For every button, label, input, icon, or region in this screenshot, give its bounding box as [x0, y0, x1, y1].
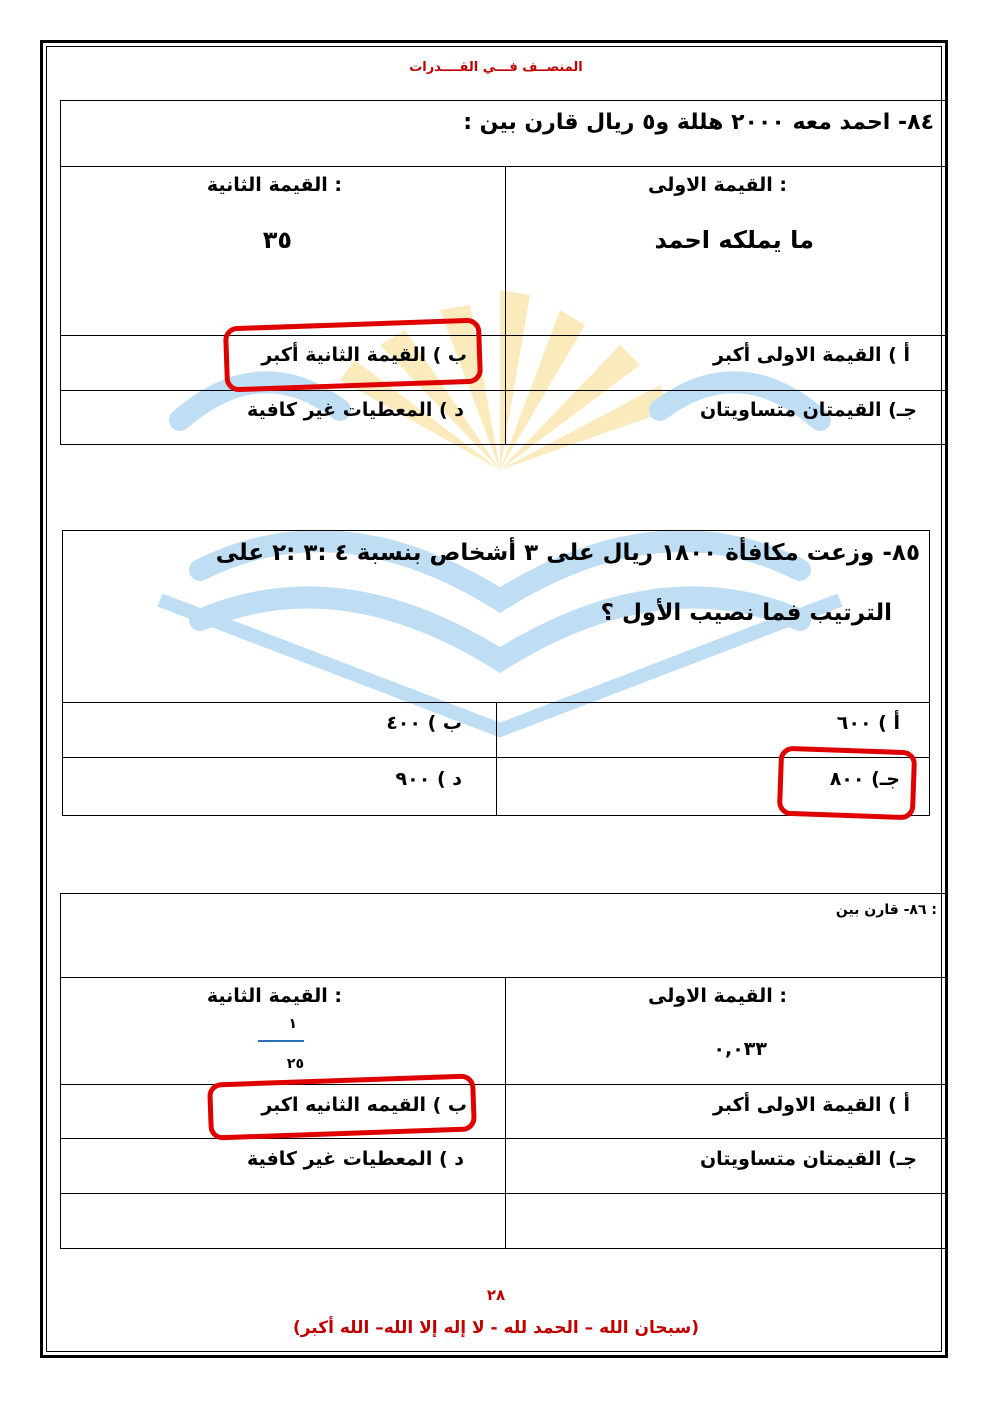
- q86-empty-cell-right: [505, 1193, 946, 1249]
- q84-second-value: ٣٥: [262, 226, 292, 254]
- q84-first-label: القيمة الاولى :: [648, 174, 787, 196]
- q85-question-line2: الترتيب فما نصيب الأول ؟: [600, 600, 892, 626]
- q86-answer-mark: [207, 1073, 477, 1140]
- q84-option-a[interactable]: أ ) القيمة الاولى أكبر: [713, 344, 910, 366]
- q86-question-text: ٨٦- قارن بين :: [835, 902, 937, 918]
- q86-option-a[interactable]: أ ) القيمة الاولى أكبر: [713, 1094, 910, 1116]
- q86-fraction-bar: [258, 1040, 304, 1042]
- q86-second-label: القيمة الثانية :: [206, 985, 342, 1007]
- q86-first-value: ٠,٠٣٣: [713, 1038, 767, 1060]
- q86-empty-cell-left: [60, 1193, 506, 1249]
- q84-option-b[interactable]: ب ) القيمة الثانية أكبر: [261, 344, 467, 366]
- q85-answer-mark: [777, 746, 917, 821]
- q84-second-label: القيمة الثانية :: [206, 174, 342, 196]
- q86-option-b[interactable]: ب ) القيمه الثانيه اكبر: [261, 1094, 467, 1116]
- q86-option-d[interactable]: د ) المعطيات غير كافية: [247, 1148, 464, 1170]
- q85-option-d[interactable]: د ) ٩٠٠: [395, 768, 462, 790]
- footer-dhikr: (سبحان الله – الحمد لله - لا إله إلا الله– الله أكبر): [292, 1318, 700, 1338]
- q84-first-value: ما يملكه احمد: [654, 226, 814, 254]
- q84-option-c[interactable]: جـ) القيمتان متساويتان: [699, 399, 917, 421]
- q86-question-box: [60, 893, 946, 978]
- q85-option-b[interactable]: ب ) ٤٠٠: [386, 712, 462, 734]
- q86-option-c[interactable]: جـ) القيمتان متساويتان: [699, 1148, 917, 1170]
- q84-answer-mark: [223, 318, 483, 393]
- q84-question-text: ٨٤- احمد معه ٢٠٠٠ هللة و٥ ريال قارن بين :: [463, 110, 934, 135]
- q85-option-c[interactable]: جـ) ٨٠٠: [829, 768, 900, 790]
- q86-fraction-numerator: ١: [288, 1016, 297, 1032]
- q86-first-label: القيمة الاولى :: [648, 985, 787, 1007]
- q86-fraction-denominator: ٢٥: [286, 1056, 304, 1072]
- page-number: ٢٨: [486, 1286, 506, 1304]
- q85-option-a[interactable]: أ ) ٦٠٠: [836, 712, 900, 734]
- q85-question-line1: ٨٥- وزعت مكافأة ١٨٠٠ ريال على ٣ أشخاص بنسبة ٤ :٣ :٢ على: [215, 540, 920, 566]
- page-header: المنصــف فـــي القــــدرات: [409, 60, 583, 75]
- q84-option-d[interactable]: د ) المعطيات غير كافية: [247, 399, 464, 421]
